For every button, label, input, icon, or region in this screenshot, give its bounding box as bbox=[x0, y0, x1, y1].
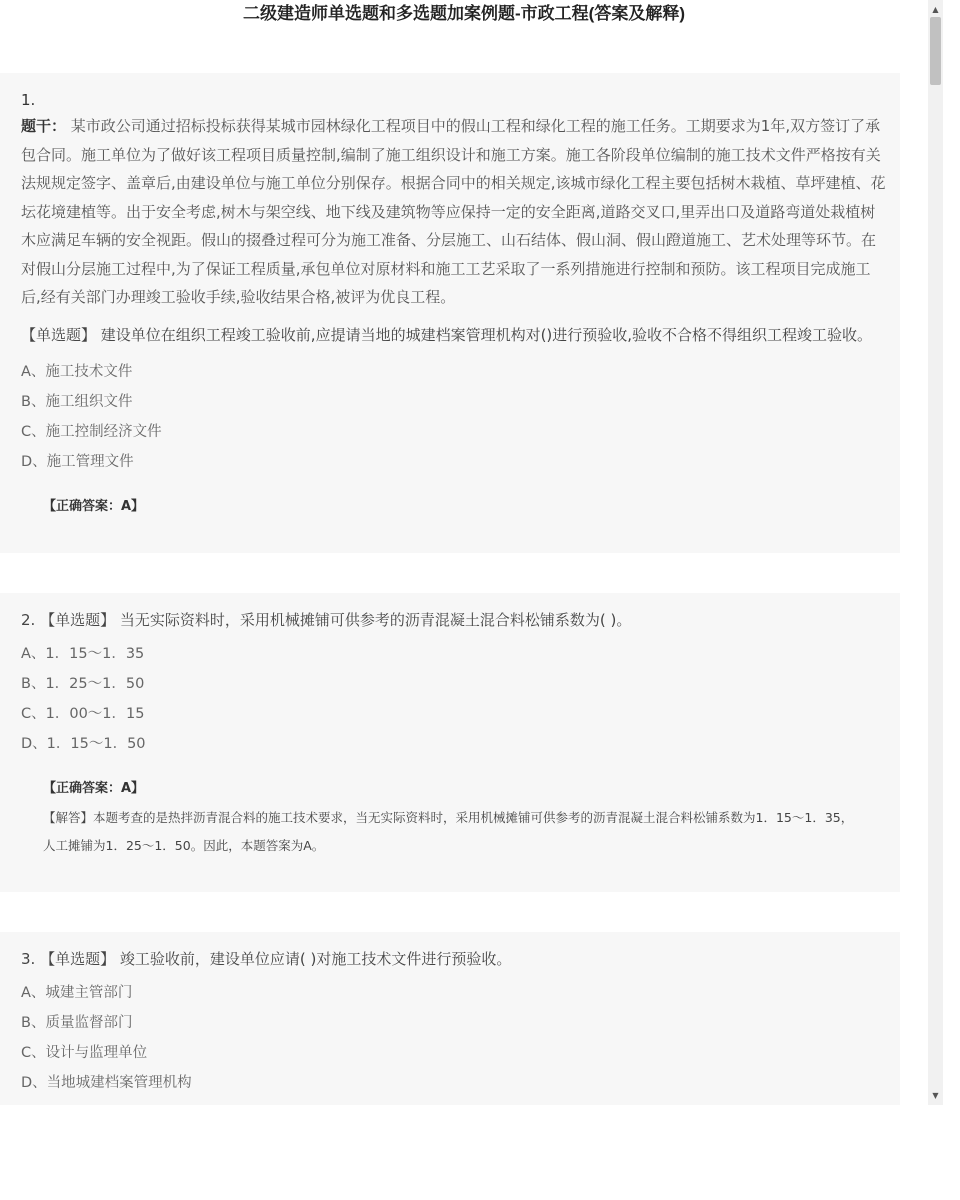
question-card-2 bbox=[0, 593, 900, 892]
question-card-3 bbox=[0, 932, 900, 1105]
option-b[interactable]: B、质量监督部门 bbox=[21, 1014, 133, 1031]
option-a[interactable]: A、1．15～1．35 bbox=[21, 645, 145, 662]
answer-explanation: 【解答】本题考查的是热拌沥青混合料的施工技术要求，当无实际资料时，采用机械摊铺可供参考的沥青混凝土混合料松铺系数为1．15～1．35，人工摊铺为1．25～1．50。因此，本题答案为A。 bbox=[43, 809, 854, 853]
option-b[interactable]: B、1．25～1．50 bbox=[21, 675, 145, 692]
stem-label: 题干： bbox=[21, 117, 67, 135]
option-d[interactable]: D、当地城建档案管理机构 bbox=[21, 1074, 192, 1091]
page-title: 二级建造师单选题和多选题加案例题-市政工程(答案及解释) bbox=[243, 4, 685, 23]
option-c[interactable]: C、1．00～1．15 bbox=[21, 705, 145, 722]
question-text bbox=[21, 945, 888, 974]
question-text bbox=[21, 321, 888, 350]
option-c[interactable]: C、设计与监理单位 bbox=[21, 1044, 148, 1061]
question-card-1 bbox=[0, 73, 900, 553]
correct-answer: 【正确答案：A】 bbox=[43, 780, 145, 796]
question-type-tag: 【单选题】 bbox=[40, 611, 116, 629]
question-body: 当无实际资料时，采用机械摊铺可供参考的沥青混凝土混合料松铺系数为( )。 bbox=[119, 611, 632, 629]
scroll-up-icon[interactable]: ▲ bbox=[932, 5, 939, 14]
scrollbar-thumb[interactable] bbox=[930, 17, 941, 85]
question-type-tag: 【单选题】 bbox=[40, 950, 116, 968]
option-d[interactable]: D、施工管理文件 bbox=[21, 454, 134, 470]
option-a[interactable]: A、施工技术文件 bbox=[21, 364, 133, 380]
option-c[interactable]: C、施工控制经济文件 bbox=[21, 424, 162, 440]
option-a[interactable]: A、城建主管部门 bbox=[21, 984, 133, 1001]
option-d[interactable]: D、1．15～1．50 bbox=[21, 735, 146, 752]
correct-answer: 【正确答案：A】 bbox=[43, 499, 145, 514]
stem-text: 某市政公司通过招标投标获得某城市园林绿化工程项目中的假山工程和绿化工程的施工任务。工期要求为1年,双方签订了承包合同。施工单位为了做好该工程项目质量控制,编制了施工组织设计和施工方案。施工各阶段单位编制的施工技术文件严格按有关法规规定签字、盖章后,由建设单位与施工单位分别保存。根据合同中的相关规定,该城市绿化工程主要包括树木栽植、草坪建植、花坛花境建植等。出于安全考虑,树木与架空线、地下线及建筑物等应保持一定的安全距离,道路交叉口,里弄出口及道路弯道处栽植树木应满足车辆的安全视距。假山的掇叠过程可分为施工准备、分层施工、山石结体、假山洞、假山蹬道施工、艺术处理等环节。在对假山分层施工过程中,为了保证工程质量,承包单位对原材料和施工工艺采取了一系列措施进行控制和预防。该工程项目完成施工后,经有关部门办理竣工验收手续,验收结果合格,被评为优良工程。 bbox=[21, 117, 886, 306]
question-body: 竣工验收前，建设单位应请( )对施工技术文件进行预验收。 bbox=[119, 950, 512, 968]
question-number: 2. bbox=[21, 611, 36, 629]
option-b[interactable]: B、施工组织文件 bbox=[21, 394, 133, 410]
vertical-scrollbar[interactable] bbox=[928, 0, 943, 1105]
question-number: 3. bbox=[21, 950, 36, 968]
question-body: 建设单位在组织工程竣工验收前,应提请当地的城建档案管理机构对()进行预验收,验收不合格不得组织工程竣工验收。 bbox=[100, 325, 873, 344]
question-stem bbox=[21, 112, 888, 312]
question-text bbox=[21, 606, 888, 635]
question-type-tag: 【单选题】 bbox=[21, 325, 97, 344]
question-number: 1. bbox=[21, 91, 36, 109]
scroll-down-icon[interactable]: ▼ bbox=[932, 1091, 939, 1100]
